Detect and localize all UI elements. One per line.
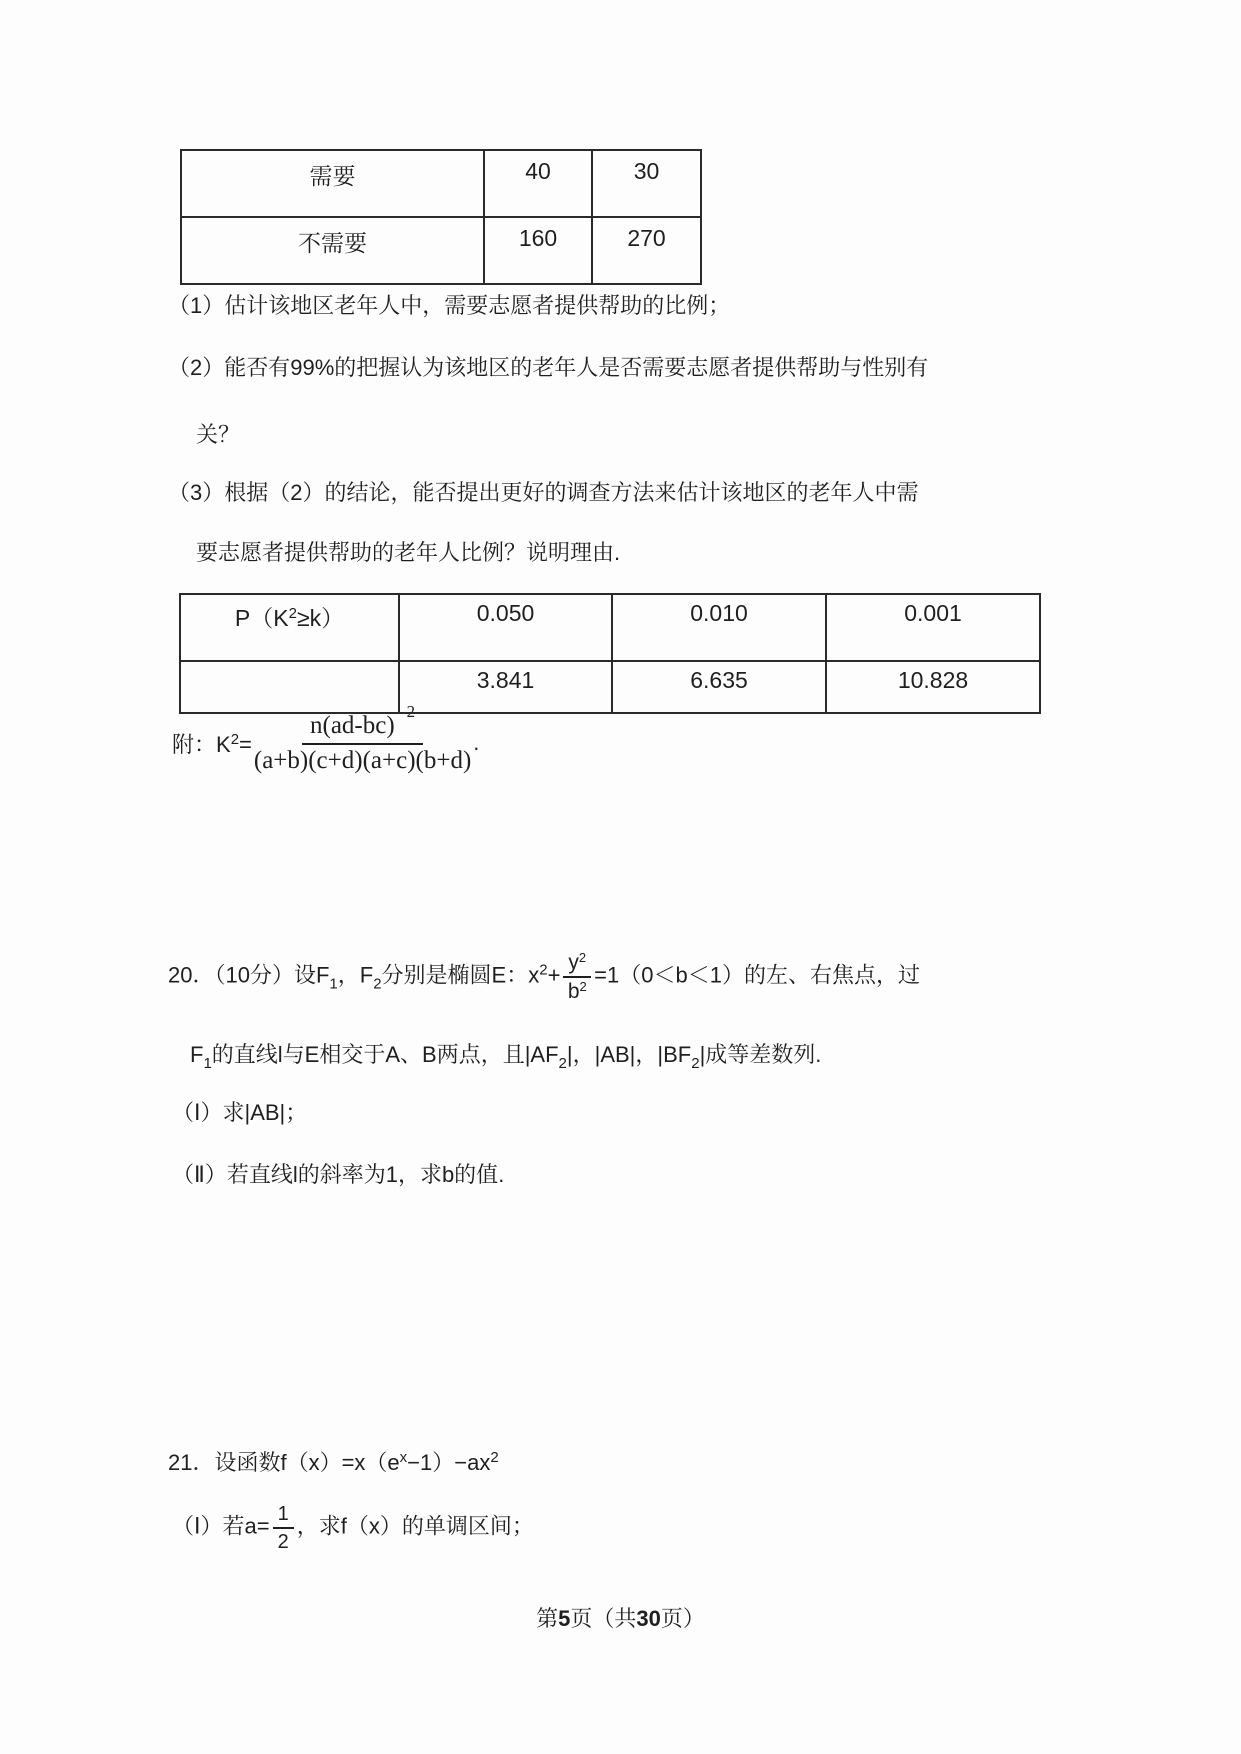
q20-part1: （Ⅰ）求|AB|； bbox=[172, 1100, 308, 1125]
q20-l2-af2-sub: 2 bbox=[558, 1055, 567, 1072]
k-10828: 10.828 bbox=[826, 661, 1040, 713]
ellipse-den-b: b bbox=[567, 980, 580, 1004]
q21-p1-text-a: （Ⅰ）若a= bbox=[172, 1513, 270, 1539]
survey-table bbox=[180, 149, 702, 285]
page-footer bbox=[0, 1602, 1241, 1633]
q20-l2-text3: |成等差数列. bbox=[699, 1042, 822, 1067]
k-6635: 6.635 bbox=[612, 661, 826, 713]
q20-text-b: ，F bbox=[337, 962, 374, 988]
ellipse-num-y: y bbox=[568, 951, 579, 974]
formula-prefix-sup: 2 bbox=[230, 730, 240, 748]
half-fraction bbox=[273, 1502, 294, 1553]
table-row bbox=[180, 661, 1040, 713]
footer-text2: 页（共 bbox=[570, 1606, 637, 1631]
q20-plus: + bbox=[547, 962, 561, 988]
footer-total-pages: 30 bbox=[636, 1606, 661, 1631]
half-fraction-num: 1 bbox=[273, 1502, 294, 1529]
q20-text-e: =1（0＜b＜1）的左、右焦点，过 bbox=[594, 962, 920, 988]
k-3841: 3.841 bbox=[399, 661, 612, 713]
formula-equals: = bbox=[239, 731, 252, 757]
formula-denominator: (a+b)(c+d)(a+c)(b+d) bbox=[253, 746, 472, 774]
table-row bbox=[181, 150, 701, 217]
q20-text-a: 20．（10分）设F bbox=[168, 962, 330, 988]
footer-text: 第 bbox=[536, 1606, 559, 1631]
formula-period: . bbox=[473, 730, 480, 755]
alpha-0050: 0.050 bbox=[399, 594, 612, 661]
p-k2-label: P（K bbox=[234, 605, 289, 631]
q21-text-b: −1）−ax bbox=[407, 1450, 491, 1475]
q20-stem-line2 bbox=[190, 1040, 821, 1070]
q21-sup-ex: x bbox=[399, 1449, 408, 1466]
q20-sup-x2: 2 bbox=[539, 961, 548, 979]
q20-l2-bf2-sub: 2 bbox=[691, 1055, 700, 1072]
table-row bbox=[181, 217, 701, 284]
formula-numerator-sup: 2 bbox=[406, 702, 416, 721]
q21-text-a: 21．设函数f（x）=x（e bbox=[168, 1450, 400, 1475]
q19-part1: （1）估计该地区老年人中，需要志愿者提供帮助的比例； bbox=[168, 293, 731, 318]
critical-values-header-cell bbox=[180, 594, 399, 661]
critical-values-table bbox=[179, 593, 1041, 714]
half-fraction-den: 2 bbox=[277, 1531, 289, 1553]
k-squared-sup: 2 bbox=[288, 605, 297, 622]
q20-l2-text: 的直线l与E相交于A、B两点，且|AF bbox=[211, 1042, 559, 1067]
formula-label bbox=[172, 728, 252, 759]
q19-part2-line1: （2）能否有99%的把握认为该地区的老年人是否需要志愿者提供帮助与性别有 bbox=[168, 355, 929, 380]
survey-row1-label: 需要 bbox=[181, 150, 484, 217]
q21-part1 bbox=[172, 1502, 534, 1553]
q21-sup-ax2: 2 bbox=[490, 1449, 499, 1466]
formula-prefix: 附：K bbox=[172, 731, 231, 757]
ellipse-fraction-den bbox=[568, 978, 587, 1003]
formula-numerator bbox=[302, 702, 423, 745]
q20-stem-line1 bbox=[168, 950, 920, 1003]
survey-row1-value1: 40 bbox=[484, 150, 592, 217]
q20-sub-f1: 1 bbox=[329, 975, 338, 993]
formula-fraction bbox=[253, 702, 472, 774]
survey-row2-value2: 270 bbox=[592, 217, 701, 284]
p-k2-label-rest: ≥k） bbox=[296, 605, 345, 631]
formula-numerator-text: n(ad-bc) bbox=[310, 712, 395, 739]
q20-sub-f2: 2 bbox=[373, 975, 382, 993]
ellipse-fraction bbox=[563, 950, 591, 1003]
k-squared-formula bbox=[172, 702, 480, 774]
q20-l2-f1-sub: 1 bbox=[203, 1055, 212, 1072]
q19-part2-line2: 关？ bbox=[196, 422, 241, 447]
q20-l2-text2: |，|AB|，|BF bbox=[566, 1042, 692, 1067]
ellipse-den-sup: 2 bbox=[579, 979, 587, 995]
alpha-0001: 0.001 bbox=[826, 594, 1040, 661]
q21-stem bbox=[168, 1448, 499, 1478]
q20-part2: （Ⅱ）若直线l的斜率为1，求b的值. bbox=[172, 1162, 505, 1187]
q19-part3-line2: 要志愿者提供帮助的老年人比例？说明理由. bbox=[196, 540, 621, 565]
alpha-0010: 0.010 bbox=[612, 594, 826, 661]
q20-l2-f: F bbox=[190, 1042, 204, 1067]
q19-part3-line1: （3）根据（2）的结论，能否提出更好的调查方法来估计该地区的老年人中需 bbox=[168, 480, 919, 505]
ellipse-fraction-num bbox=[563, 950, 591, 978]
footer-text3: 页） bbox=[660, 1606, 705, 1631]
empty-cell bbox=[180, 661, 399, 713]
survey-row1-value2: 30 bbox=[592, 150, 701, 217]
survey-row2-value1: 160 bbox=[484, 217, 592, 284]
survey-row2-label: 不需要 bbox=[181, 217, 484, 284]
footer-page-number: 5 bbox=[558, 1606, 571, 1631]
q20-text-c: 分别是椭圆E：x bbox=[381, 962, 540, 988]
q21-p1-text-b: ，求f（x）的单调区间； bbox=[296, 1513, 534, 1539]
table-row bbox=[180, 594, 1040, 661]
ellipse-num-sup: 2 bbox=[578, 950, 587, 965]
